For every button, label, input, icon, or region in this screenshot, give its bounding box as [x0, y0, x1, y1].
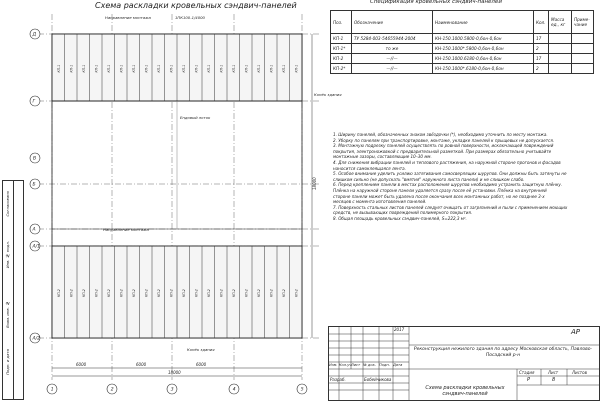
annotation-text: Направление монтажа	[105, 15, 151, 20]
spec-cell: КН-150.1000*.5800-0,6он-0,6он	[433, 44, 534, 54]
panel-label: КП-1	[269, 64, 274, 73]
note-line: слишком сильно (не допускать "вмятия" наружного листа панели) и не слишком слабо.	[333, 176, 525, 182]
note-line: 1. Ширину панелей, обозначенных знаком звёздочки (*), необходимо уточнить по месту монтажа.	[333, 132, 548, 137]
spec-cell: —//—	[352, 64, 433, 74]
panel-label: КП-1	[69, 64, 74, 73]
spec-cell	[549, 44, 572, 54]
axis-label: 1	[50, 387, 54, 393]
panel-label: КП-1	[156, 64, 161, 73]
spec-cell: КН-150.1000.5800-0,6он-0,6он	[433, 34, 534, 44]
panel-label: КП-1	[256, 64, 261, 73]
panel-label: КП-1	[281, 64, 286, 73]
panel-label: КП-1	[231, 64, 236, 73]
axis-label: А/2	[32, 336, 40, 342]
panel-label: КП-2	[56, 289, 61, 297]
note-line: Плёнка на наружной стороне панели удаляется сразу после её установки. Плёнка на внутренней	[333, 187, 547, 193]
dimension-text: 18000	[168, 370, 181, 375]
stamp-label: Дата	[393, 363, 403, 367]
panel-label: КП-1	[106, 64, 111, 73]
table-row	[331, 34, 594, 44]
axis-label: В	[33, 156, 37, 162]
panel-label: КП-1	[119, 64, 124, 73]
panel-label: КП-2	[269, 289, 274, 297]
stamp-year: 2017	[394, 327, 405, 332]
stage-value: Р	[527, 377, 531, 383]
panel-label: КП-2	[231, 289, 236, 297]
axis-label: 4	[232, 387, 236, 393]
panel-label: КП-2	[69, 289, 74, 297]
stage-header: Стадия	[519, 370, 535, 375]
side-stamp	[2, 180, 24, 400]
spec-table	[330, 10, 594, 74]
spec-cell: 2	[534, 64, 549, 74]
annotation-text: Направление монтажа	[103, 227, 149, 232]
axis-label: 5	[300, 387, 304, 393]
side-stamp-label: Инв. № подл.	[5, 241, 10, 269]
panel-label: КП-1	[144, 64, 149, 73]
spec-header: Наименование	[433, 11, 534, 34]
spec-cell: ТУ 5284-003-54655944-2004	[352, 34, 433, 44]
drawing-title: Схема раскладки кровельных сэндвич-панелей	[95, 1, 297, 10]
doc-code: АР	[571, 328, 581, 336]
spec-cell: то же	[352, 44, 433, 54]
panel-label: КП-2	[181, 289, 186, 297]
spec-header: Масса ед., кг	[549, 11, 572, 34]
panel-label: КП-2	[106, 289, 111, 297]
panel-label: КП-2	[281, 289, 286, 297]
panel-label: КП-1	[56, 64, 61, 73]
spec-cell: КП-2*	[331, 64, 352, 74]
sheets-header: Листов	[572, 370, 587, 375]
stamp-row-labels	[329, 363, 409, 367]
panel-label: КП-1	[181, 64, 186, 73]
panel-label: КП-2	[81, 289, 86, 297]
annotation-text: Конёк здания	[187, 347, 215, 352]
note-line: 5. Особое внимание уделить усилию затягивания самосверлящих шурупов. Они должны быть затянуты не	[333, 171, 567, 177]
spec-cell	[572, 54, 594, 64]
panel-label: КП-1	[219, 64, 224, 73]
note-line: 7. Поверхность стальных листов панелей следует очищать от загрязнений и пыли с применением моющих	[333, 204, 568, 210]
panel-label: КП-1	[206, 64, 211, 73]
panel-label: КП-2	[206, 289, 211, 297]
spec-cell	[549, 64, 572, 74]
annotation-text: 1ПК100-1/4000	[175, 15, 205, 20]
note-line: 4. Для снижения вибрации панелей и теплового растяжения, на наружной стороне прогонов и фасадов	[333, 159, 561, 165]
panel-label: КП-2	[256, 289, 261, 297]
panel-label: КП-2	[131, 289, 136, 297]
panel-label: КП-2	[156, 289, 161, 297]
axis-label: Д	[32, 32, 37, 38]
panel-label: КП-1	[294, 64, 299, 73]
spec-cell: КН-150.1000*.6180-0,6он-0,6он	[433, 64, 534, 74]
spec-header: Приме-чание	[572, 11, 594, 34]
axis-label: 3	[170, 387, 174, 393]
dimension-text: 6000	[76, 362, 87, 367]
spec-cell: 17	[534, 54, 549, 64]
panel-label: КП-1	[194, 64, 199, 73]
spec-header-row	[331, 11, 594, 34]
spec-cell: 17	[534, 34, 549, 44]
note-line: стороне панели может быть удалена после окончания всех монтажных работ, но не позднее 3-х	[333, 193, 545, 199]
note-line: средств, не вызывающих повреждений полимерного покрытия.	[333, 210, 473, 216]
panel-label: КП-2	[119, 289, 124, 297]
stamp-label: Кол.уч	[339, 363, 352, 367]
panel-label: КП-2	[294, 289, 299, 297]
note-line: 3. Монтажную подрезку панелей осуществлять по ровной поверхности, исключающей повреждений	[333, 143, 554, 149]
panel-label: КП-2	[194, 289, 199, 297]
dimension-text: 6000	[196, 362, 207, 367]
spec-cell: КН-150.1000.6180-0,6он-0,6он	[433, 54, 534, 64]
panel-label: КП-1	[244, 64, 249, 73]
sheet-title: Схема раскладки кровельных сэндвич-панелей	[425, 385, 505, 397]
dimension-text: 6000	[136, 362, 147, 367]
note-line: месяцев с момента изготовления панелей.	[333, 199, 427, 205]
spec-cell: КП-1	[331, 34, 352, 44]
note-line: монтажные зазоры, составляющие 10–30 мм.	[333, 154, 432, 160]
panel-label: КП-2	[144, 289, 149, 297]
spec-cell: 2	[534, 44, 549, 54]
table-row	[331, 44, 594, 54]
spec-header: Кол.	[534, 11, 549, 34]
axis-label: Б	[32, 182, 36, 188]
stamp-label: Лист	[351, 363, 361, 367]
panel-label: КП-1	[94, 64, 99, 73]
panel-label: КП-1	[169, 64, 174, 73]
sheet-header: Лист	[548, 370, 559, 375]
side-stamp-label: Подп. и дата	[5, 349, 10, 375]
object-name: Реконструкция нежилого здания по адресу Московская область, Павлово-Посадский р-н	[413, 347, 593, 358]
axis-label: 2	[110, 387, 114, 393]
spec-cell: КП-2	[331, 54, 352, 64]
stamp-label: № док.	[363, 363, 376, 367]
axis-label: Г	[32, 99, 36, 105]
sheet-value: 8	[552, 377, 556, 383]
developer-name: Бобейчикова	[364, 377, 392, 382]
side-stamp-divider	[13, 181, 14, 399]
annotation-text: Ендовый лоток	[180, 115, 211, 120]
spec-cell: —//—	[352, 54, 433, 64]
note-line: 6. Перед креплением панели в местах расположения шурупов необходимо устранить защитную плёнку.	[333, 182, 563, 188]
title-block	[328, 326, 600, 401]
stamp-label: Изм.	[329, 363, 338, 367]
panel-label: КП-2	[244, 289, 249, 297]
axis-label: А/1	[32, 244, 40, 250]
note-line: наносится самоклеящаяся лента.	[333, 165, 406, 171]
spec-cell	[572, 64, 594, 74]
table-row	[331, 54, 594, 64]
axis-label: А	[32, 227, 36, 233]
panel-label: КП-2	[169, 289, 174, 297]
panel-label: КП-2	[219, 289, 224, 297]
spec-cell	[572, 44, 594, 54]
spec-cell: КП-1*	[331, 44, 352, 54]
spec-cell	[549, 54, 572, 64]
dimension-text: 18000	[312, 177, 317, 190]
panel-label: КП-1	[131, 64, 136, 73]
note-line: 8. Общая площадь кровельных сэндвич-панелей, S=222,3 м².	[333, 215, 467, 221]
spec-cell	[549, 34, 572, 44]
developer-label: Разраб.	[330, 377, 346, 382]
spec-title: Спецификация кровельных сэндвич-панелей	[370, 0, 502, 5]
side-stamp-label: Взам. инв. №	[5, 301, 10, 328]
table-row	[331, 64, 594, 74]
note-line: 2. Уборку по панелям при транспортировке, монтаже, укладке панелей к прыщевых не допускается.	[333, 137, 555, 143]
notes-block	[333, 132, 595, 222]
spec-cell	[572, 34, 594, 44]
annotation-text: Конёк здания	[314, 92, 342, 97]
note-line: покрытия, электроножовкой с предварительной разметкой. При размерах обязательно учитывайте	[333, 148, 552, 154]
stamp-label: Подп.	[379, 363, 390, 367]
spec-header: Обозначение	[352, 11, 433, 34]
spec-header: Поз.	[331, 11, 352, 34]
panel-label: КП-1	[81, 64, 86, 73]
panel-label: КП-2	[94, 289, 99, 297]
side-stamp-label: Согласовано	[5, 191, 10, 217]
